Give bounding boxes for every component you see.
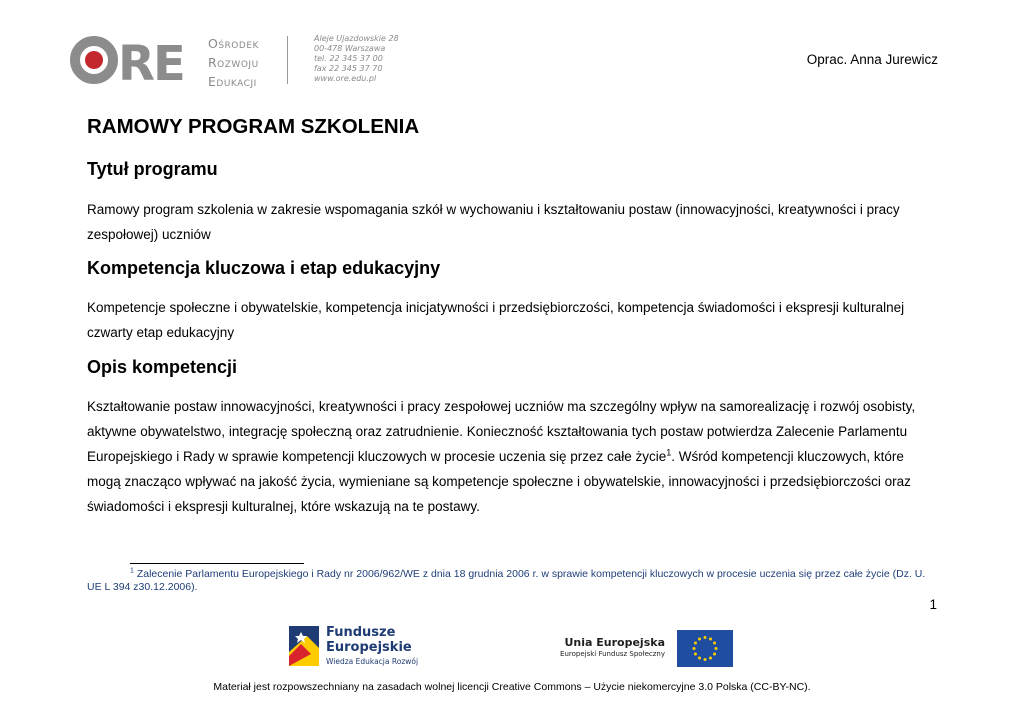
- org-name-line: Rozwoju: [208, 55, 259, 70]
- eu-star: [704, 658, 707, 661]
- section-text-competence: Kompetencje społeczne i obywatelskie, kompetencja inicjatywności i przedsiębiorczości, kompetencja świadomości i ekspresji kulturalnej czwarty etap edukacyjny: [87, 300, 905, 340]
- eu-star: [709, 657, 712, 660]
- footnote-mark: 1: [130, 567, 134, 575]
- page-number: 1: [929, 597, 937, 612]
- fundusze-europejskie-text: [326, 625, 418, 668]
- eu-star: [693, 647, 696, 650]
- eu-star: [704, 636, 707, 639]
- org-name-line: Edukacji: [208, 74, 257, 89]
- eu-star: [713, 642, 716, 645]
- unia-europejska-text: [530, 636, 665, 660]
- address-line: fax 22 345 37 70: [314, 64, 383, 73]
- section-heading-competence: Kompetencja kluczowa i etap edukacyjny: [87, 258, 441, 278]
- ue-line: Europejski Fundusz Społeczny: [560, 650, 665, 658]
- license-notice: Materiał jest rozpowszechniany na zasadach wolnej licencji Creative Commons – Użycie niekomercyjne 3.0 Polska (CC-BY-NC).: [213, 681, 811, 693]
- org-address: [314, 34, 399, 84]
- document-title: RAMOWY PROGRAM SZKOLENIA: [87, 115, 420, 138]
- footnote: [87, 568, 937, 594]
- eu-star: [694, 653, 697, 656]
- fe-line: Europejskie: [326, 640, 412, 655]
- address-line: Aleje Ujazdowskie 28: [314, 34, 399, 43]
- section-heading-title: Tytuł programu: [87, 159, 218, 179]
- address-line: www.ore.edu.pl: [314, 74, 377, 83]
- eu-star: [694, 642, 697, 645]
- description-text-part: . Wśród kompetencji kluczowych, które mogą znacząco wpływać na jakość życia, wymieniane są kompetencje społeczne i obywatelskie, innowacyjności i przedsiębiorczości oraz świadomości i ekspresji kulturalnej, które wskazują na te postawy.: [87, 449, 911, 514]
- fe-line: Fundusze: [326, 625, 396, 640]
- org-name-line: Ośrodek: [208, 36, 259, 51]
- footnote-separator: [130, 563, 304, 564]
- ore-logo: [68, 34, 193, 86]
- eu-star: [698, 657, 701, 660]
- header-divider: [287, 36, 288, 84]
- section-heading-description: Opis kompetencji: [87, 357, 238, 377]
- eu-flag-icon: [677, 630, 733, 667]
- eu-star: [709, 637, 712, 640]
- org-name: [208, 34, 259, 91]
- eu-star: [698, 637, 701, 640]
- eu-star: [713, 653, 716, 656]
- svg-text:RE: RE: [118, 36, 184, 86]
- fe-tagline: Wiedza Edukacja Rozwój: [326, 657, 419, 666]
- footnote-text: Zalecenie Parlamentu Europejskiego i Rady nr 2006/962/WE z dnia 18 grudnia 2006 r. w sprawie kompetencji kluczowych w procesie uczenia się przez całe życie (Dz. U. UE L 394 z30.12.2006).: [87, 568, 926, 593]
- address-line: 00-478 Warszawa: [314, 44, 386, 53]
- section-text-description: [87, 394, 932, 519]
- eu-star: [715, 647, 718, 650]
- description-text-part: Kształtowanie postaw innowacyjności, kreatywności i pracy zespołowej uczniów ma szczególny wpływ na samorealizację i rozwój osobisty, aktywne obywatelstwo, integrację społeczną oraz zatrudnienie. Konieczność kształtowania tych postaw potwierdza Zalecenie Parlamentu Europejskiego i Rady w sprawie kompetencji kluczowych w procesie uczenia się przez całe życie: [87, 399, 916, 464]
- address-line: tel. 22 345 37 00: [314, 54, 383, 63]
- footnote-ref[interactable]: 1: [666, 447, 672, 458]
- author-credit: Oprac. Anna Jurewicz: [806, 52, 938, 67]
- section-text-title: Ramowy program szkolenia w zakresie wspomagania szkół w wychowaniu i kształtowaniu postaw (innowacyjności, kreatywności i pracy zespołowej) uczniów: [87, 202, 900, 242]
- ue-line: Unia Europejska: [564, 636, 665, 649]
